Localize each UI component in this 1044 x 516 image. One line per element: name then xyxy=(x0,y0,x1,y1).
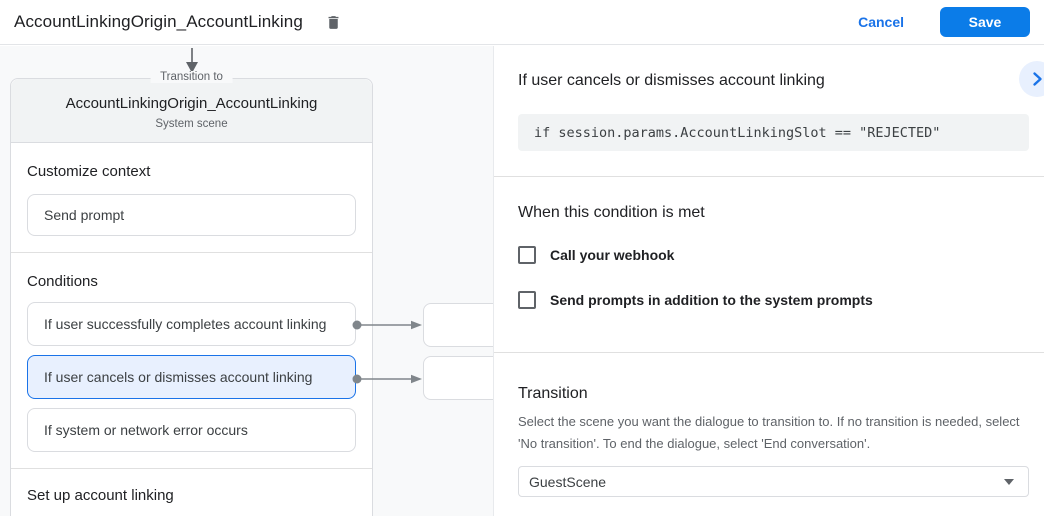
condition-expression[interactable]: if session.params.AccountLinkingSlot == "REJECTED" xyxy=(518,114,1029,151)
send-prompts-row[interactable] xyxy=(518,291,873,309)
condition-detail-panel xyxy=(493,46,1044,516)
top-bar xyxy=(0,0,1044,45)
collapse-panel-button[interactable] xyxy=(1019,61,1044,97)
condition-item-success[interactable]: If user successfully completes account linking xyxy=(27,302,356,346)
flow-arrow-cancel xyxy=(350,372,426,386)
condition-item-cancel[interactable]: If user cancels or dismisses account linking xyxy=(27,355,356,399)
transition-to-label: Transition to xyxy=(150,71,233,83)
condition-detail-heading: If user cancels or dismisses account linking xyxy=(518,72,825,89)
transition-scene-dropdown[interactable] xyxy=(518,466,1029,497)
chevron-right-icon xyxy=(1027,69,1044,89)
call-webhook-row[interactable] xyxy=(518,246,674,264)
call-webhook-checkbox[interactable] xyxy=(518,246,536,264)
account-linking-section xyxy=(11,469,372,516)
conditions-section xyxy=(11,253,372,468)
transition-target-box[interactable] xyxy=(423,303,503,347)
call-webhook-label: Call your webhook xyxy=(550,247,675,263)
send-prompts-checkbox[interactable] xyxy=(518,291,536,309)
trash-icon xyxy=(325,13,342,32)
scene-card-header[interactable] xyxy=(11,79,372,143)
customize-context-heading: Customize context xyxy=(27,163,151,180)
send-prompts-label: Send prompts in addition to the system prompts xyxy=(550,292,873,308)
section-divider xyxy=(494,352,1044,353)
customize-context-section xyxy=(11,143,372,252)
save-button[interactable]: Save xyxy=(940,7,1030,37)
section-divider xyxy=(494,176,1044,177)
flow-arrow-success xyxy=(350,318,426,332)
delete-scene-button[interactable] xyxy=(321,11,346,34)
scene-card-title: AccountLinkingOrigin_AccountLinking xyxy=(65,95,318,112)
scene-card xyxy=(10,71,373,516)
conditions-heading: Conditions xyxy=(27,273,98,290)
scene-card-subtitle: System scene xyxy=(155,118,228,130)
when-condition-heading: When this condition is met xyxy=(518,204,705,221)
page-title: AccountLinkingOrigin_AccountLinking xyxy=(14,12,303,31)
transition-description: Select the scene you want the dialogue to transition to. If no transition is needed, select 'No transition'. To end the dialogue, select 'End conversation'. xyxy=(518,414,1020,451)
condition-item-error[interactable]: If system or network error occurs xyxy=(27,408,356,452)
down-arrow-icon xyxy=(185,47,199,74)
transition-heading: Transition xyxy=(518,385,588,402)
transition-target-box[interactable] xyxy=(423,356,503,400)
send-prompt-item[interactable]: Send prompt xyxy=(27,194,356,236)
cancel-button[interactable]: Cancel xyxy=(858,14,904,30)
dropdown-caret-icon xyxy=(1004,479,1014,485)
setup-account-linking-heading: Set up account linking xyxy=(27,487,174,504)
transition-scene-value: GuestScene xyxy=(529,473,607,490)
